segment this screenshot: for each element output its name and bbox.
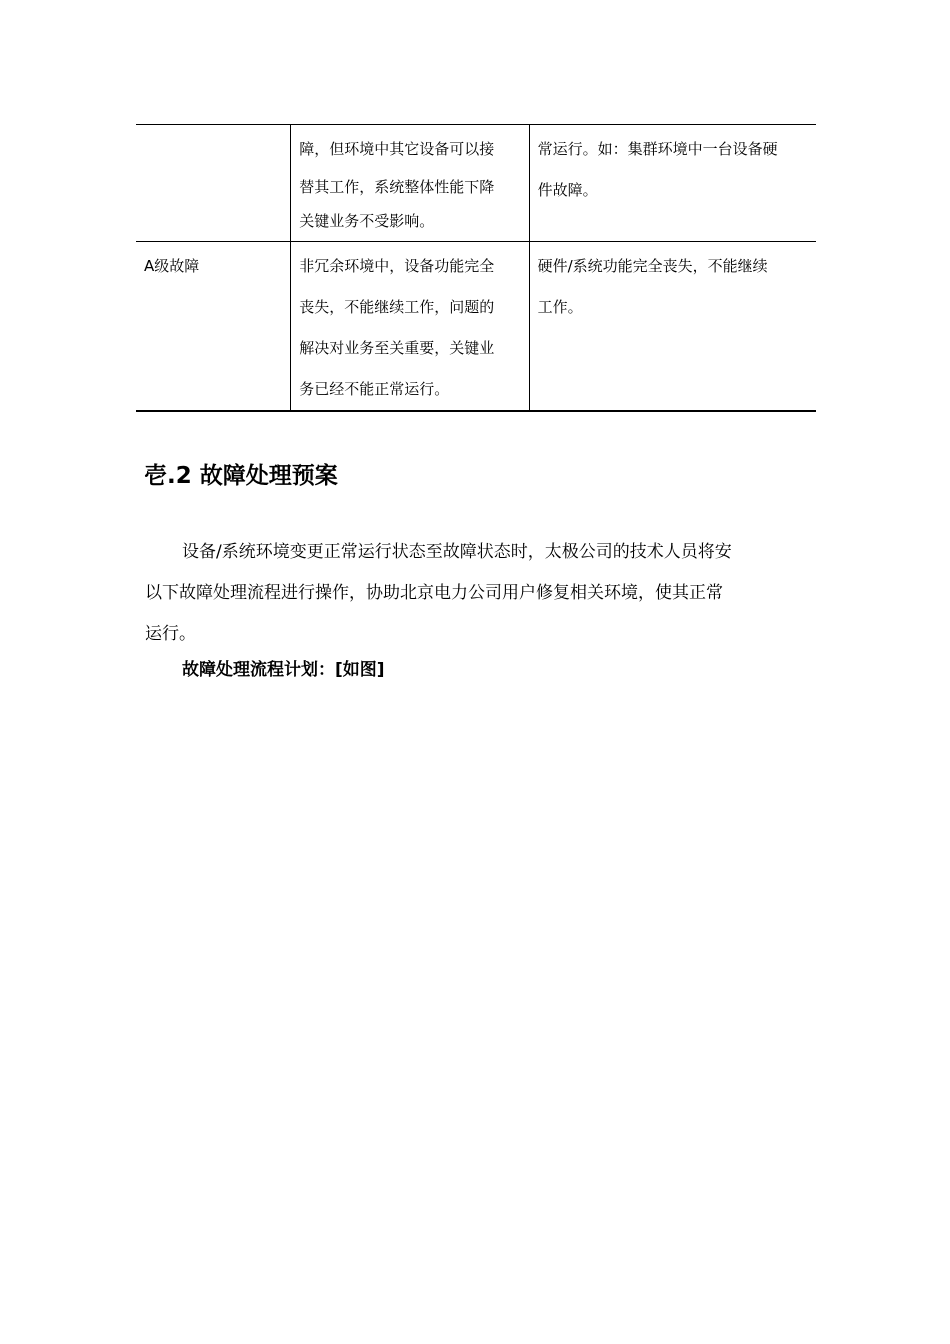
paragraph-line: 以下故障处理流程进行操作，协助北京电力公司用户修复相关环境，使其正常 [145,583,723,603]
definition-line: 丧失，不能继续工作，问题的 [299,298,495,316]
fault-level-cell [136,125,291,242]
definition-line: 解决对业务至关重要，关键业 [299,339,495,357]
body-paragraph [145,532,815,655]
section-heading: 壱.2 故障处理预案 [144,463,338,489]
fault-definition-cell [291,125,529,242]
definition-line: 非冗余环境中，设备功能完全 [299,257,495,275]
example-line: 常运行。如：集群环境中一台设备硬 [537,140,778,158]
fault-example-cell [529,125,816,242]
table-row [136,242,816,412]
example-line: 工作。 [537,298,583,316]
paragraph-line: 运行。 [145,624,196,644]
definition-line: 障，但环境中其它设备可以接 [299,140,495,158]
fault-level-cell: A级故障 [136,242,291,412]
plan-label: 故障处理流程计划：[如图] [182,660,385,680]
fault-example-cell [529,242,816,412]
fault-level-table [136,124,816,412]
example-line: 件故障。 [537,181,598,199]
definition-line: 替其工作，系统整体性能下降 [299,178,495,196]
definition-line: 关键业务不受影响。 [299,212,435,230]
definition-line: 务已经不能正常运行。 [299,380,450,398]
table-row [136,125,816,242]
fault-definition-cell [291,242,529,412]
example-line: 硬件/系统功能完全丧失，不能继续 [537,257,768,275]
paragraph-line: 设备/系统环境变更正常运行状态至故障状态时，太极公司的技术人员将安 [182,542,732,562]
